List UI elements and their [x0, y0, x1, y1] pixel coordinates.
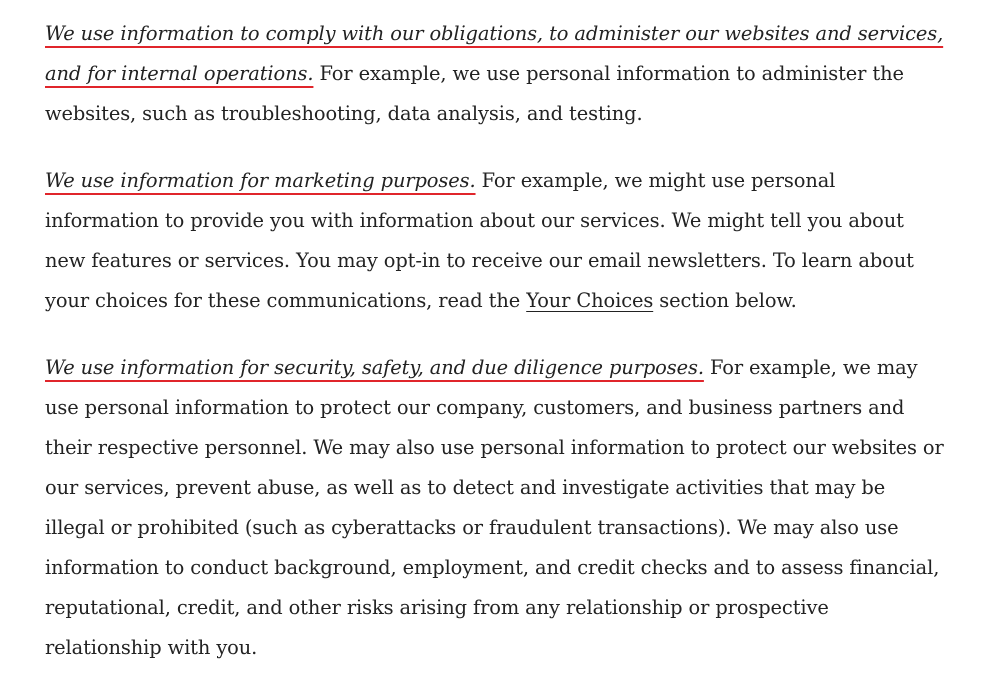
lead-sentence: We use information to comply with our obligations, to administer our websites and services, and for internal operations. — [45, 22, 944, 85]
policy-content — [45, 14, 950, 695]
paragraph-compliance — [45, 14, 950, 134]
paragraph-body: For example, we might use personal information to provide you with information about our services. We might tell you about new features or services. You may opt-in to receive our email newsletters. To learn about your choices for these communications, read the — [45, 169, 914, 312]
lead-sentence: We use information for marketing purposes. — [45, 169, 476, 192]
paragraph-security — [45, 348, 950, 668]
paragraph-marketing — [45, 161, 950, 321]
lead-sentence: We use information for security, safety, and due diligence purposes. — [45, 356, 704, 379]
paragraph-body: For example, we may use personal information to protect our company, customers, and business partners and their respective personnel. We may also use personal information to protect our websites or our services, prevent abuse, as well as to detect and investigate activities that may be illegal or prohibited (such as cyberattacks or fraudulent transactions). We may also use information to conduct background, employment, and credit checks and to assess financial, reputational, credit, and other risks arising from any relationship or prospective relationship with you. — [45, 356, 944, 659]
paragraph-body-after: section below. — [653, 289, 797, 312]
your-choices-link[interactable]: Your Choices — [526, 289, 654, 312]
paragraph-body: For example, we use personal information to administer the websites, such as troubleshooting, data analysis, and testing. — [45, 62, 904, 125]
